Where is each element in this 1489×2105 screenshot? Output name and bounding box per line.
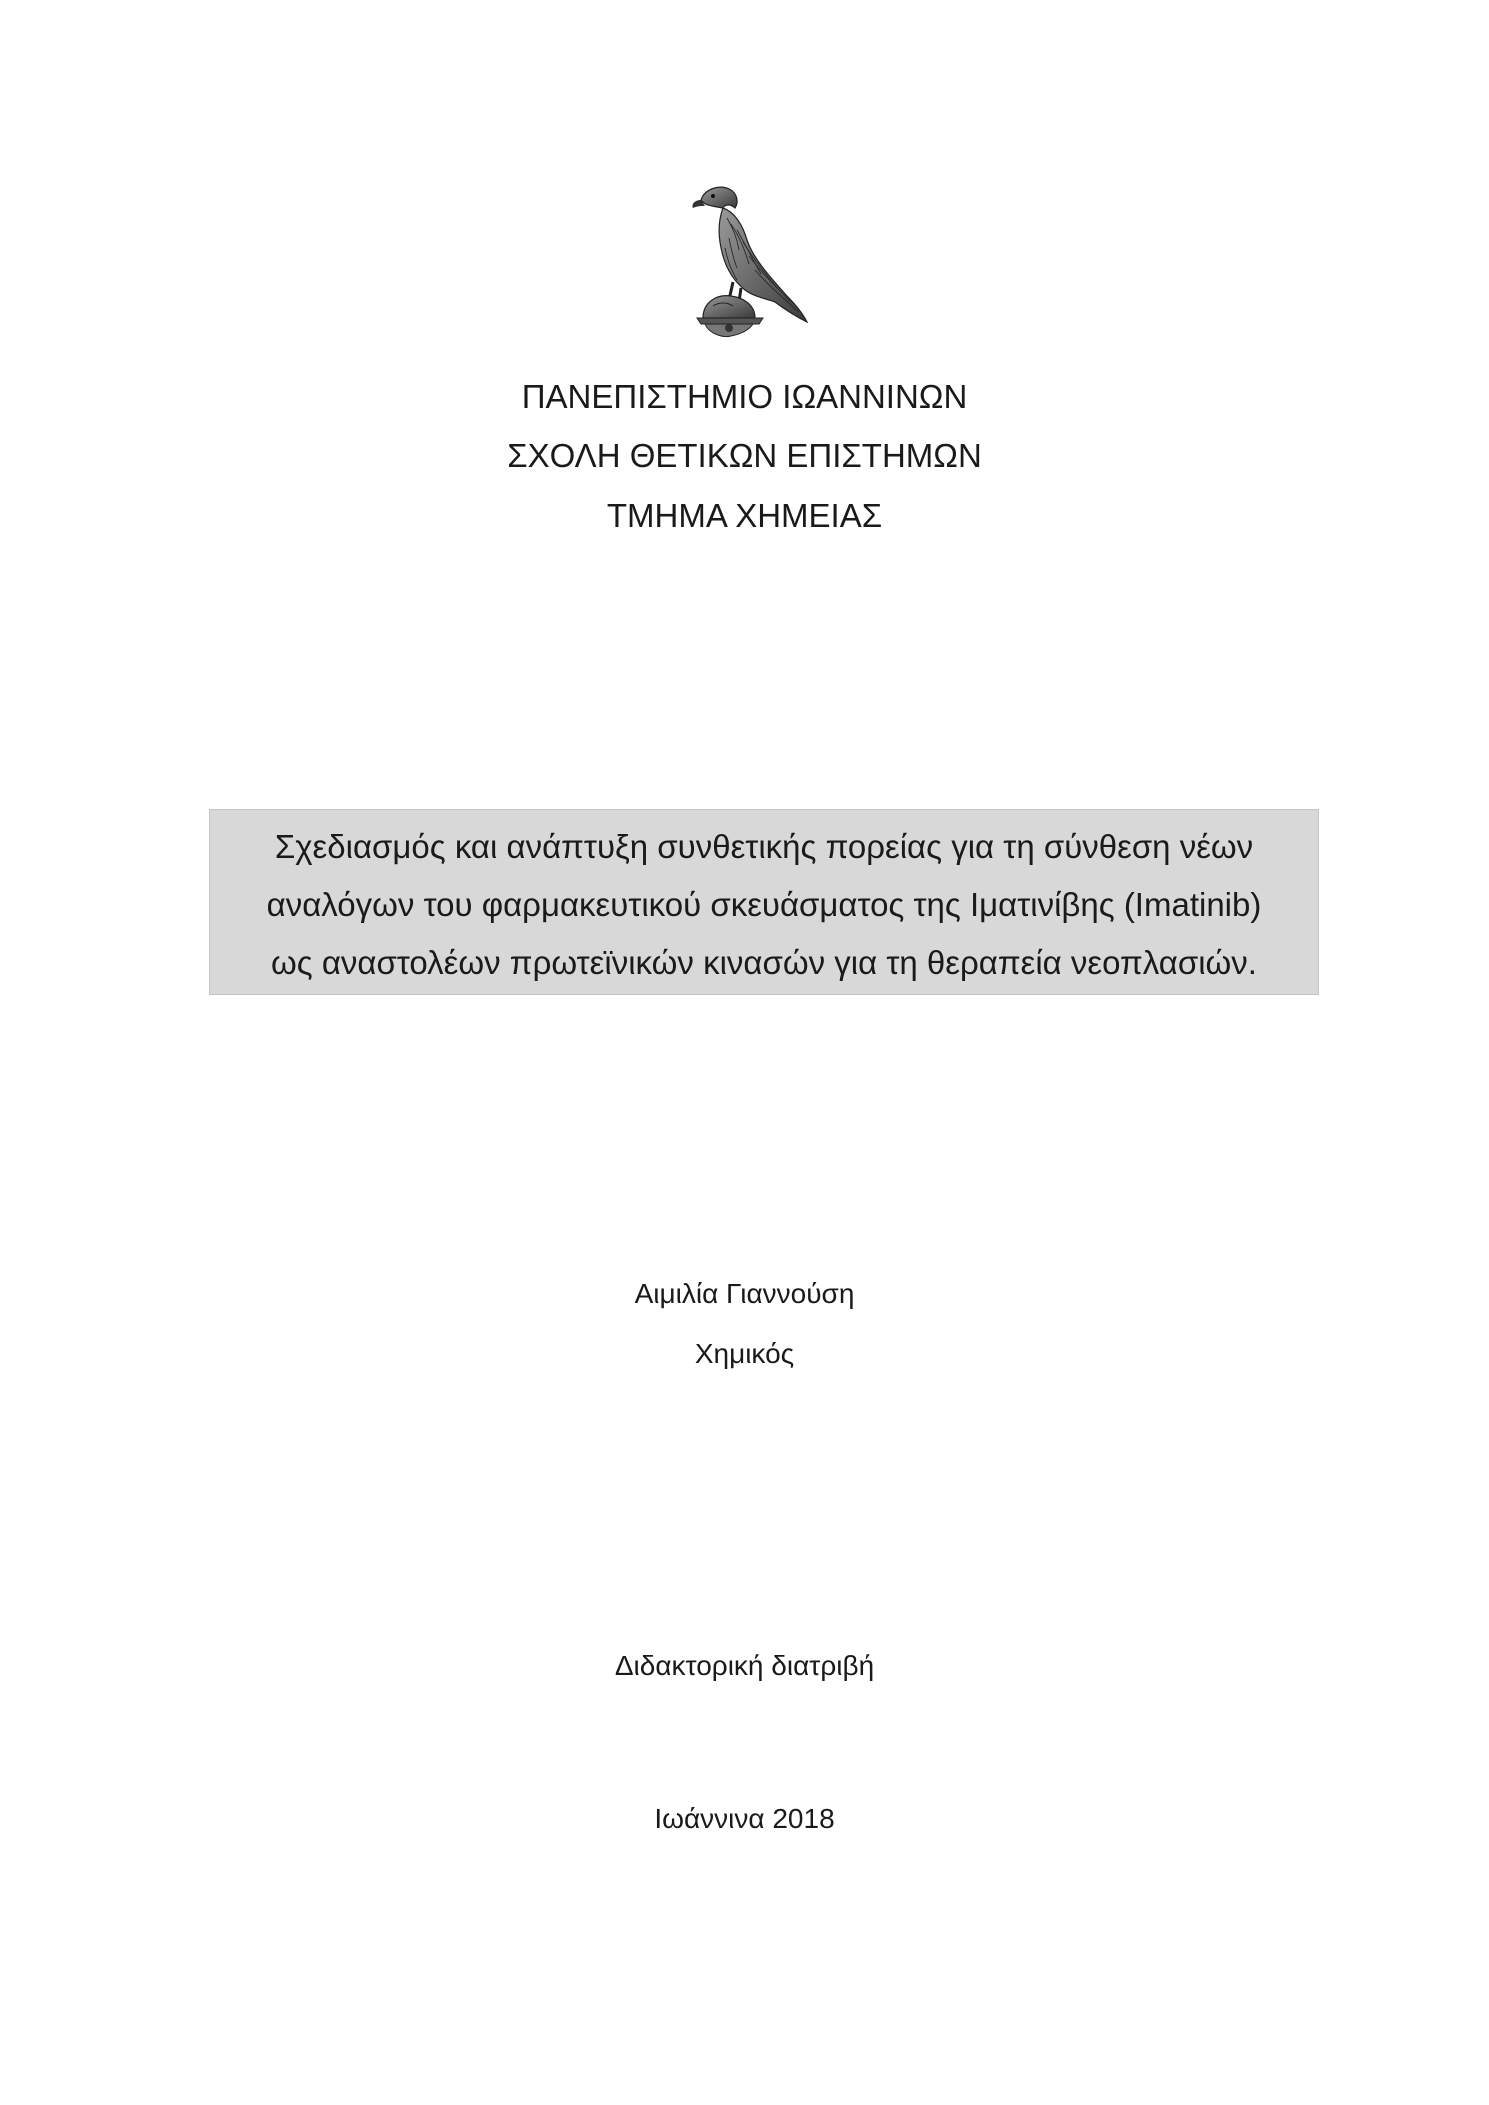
- place-year: Ιωάννινα 2018: [654, 1803, 835, 1834]
- thesis-title-box: [209, 809, 1319, 995]
- university-name: ΠΑΝΕΠΙΣΤΗΜΙΟ ΙΩΑΝΝΙΝΩΝ: [521, 378, 968, 415]
- thesis-title-line-1: Σχεδιασμός και ανάπτυξη συνθετικής πορείας για τη σύνθεση νέων: [274, 828, 1254, 865]
- author-profession: Χημικός: [694, 1338, 795, 1369]
- thesis-title-line-3: ως αναστολέων πρωτεϊνικών κινασών για τη θεραπεία νεοπλασιών.: [271, 944, 1257, 981]
- school-name: ΣΧΟΛΗ ΘΕΤΙΚΩΝ ΕΠΙΣΤΗΜΩΝ: [507, 437, 982, 474]
- document-type: Διδακτορική διατριβή: [614, 1650, 875, 1681]
- author-name: Αιμιλία Γιαννούση: [634, 1278, 855, 1309]
- thesis-title-line-2: αναλόγων του φαρμακευτικού σκευάσματος της Ιματινίβης (Imatinib): [266, 886, 1262, 923]
- eagle-emblem-icon: [683, 178, 813, 343]
- department-name: ΤΜΗΜΑ ΧΗΜΕΙΑΣ: [606, 497, 883, 534]
